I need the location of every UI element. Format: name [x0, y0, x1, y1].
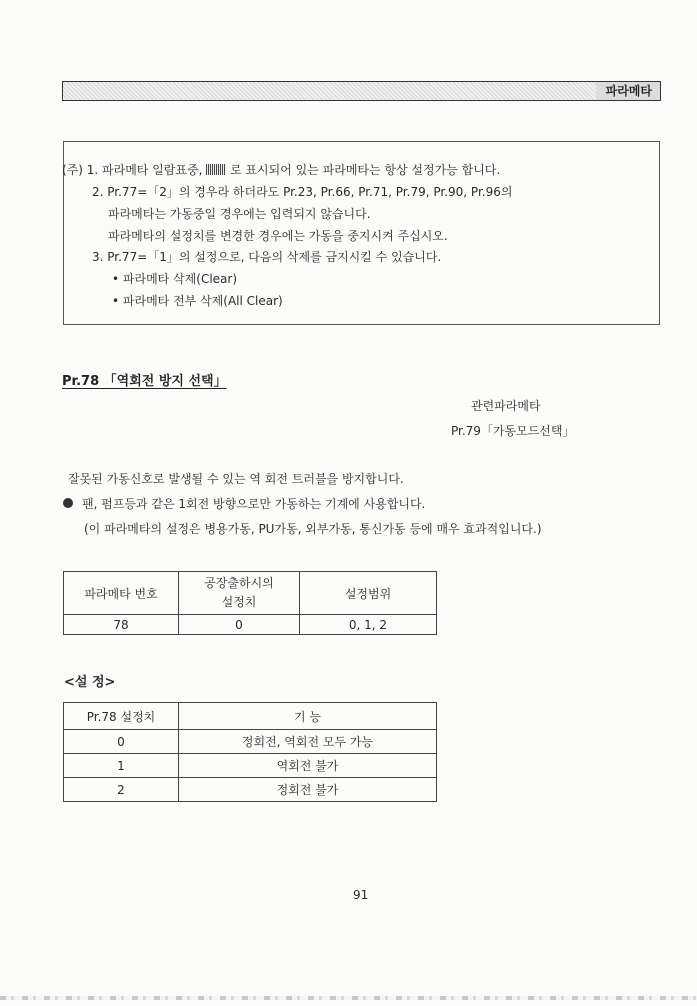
note-line-2: 2. Pr.77=「2」의 경우라 하더라도 Pr.23, Pr.66, Pr.71, Pr.79, Pr.90, Pr.96의	[92, 185, 513, 199]
table-row	[64, 778, 437, 802]
header-bar	[62, 81, 661, 101]
description-line-3: (이 파라메타의 설정은 병용가동, PU가동, 외부가동, 통신가동 등에 매우 효과적입니다.)	[84, 522, 542, 536]
header-label: 파라메타	[596, 82, 660, 100]
description-line-1: 잘못된 가동신호로 발생될 수 있는 역 회전 트러블을 방지합니다.	[68, 472, 404, 486]
settings-heading: <설 정>	[64, 675, 116, 690]
cell-setting-range: 0, 1, 2	[300, 615, 437, 635]
header-param-number: 파라메타 번호	[64, 572, 179, 615]
section-title: Pr.78 「역회전 방지 선택」	[62, 374, 227, 389]
settable-pattern-icon	[206, 164, 226, 175]
header-function: 기 능	[179, 703, 437, 730]
related-param-value: Pr.79「가동모드선택」	[451, 424, 575, 438]
cell-function: 정회전 불가	[179, 778, 437, 802]
note-line-1-start: (주) 1. 파라메타 일람표중,	[62, 163, 203, 177]
related-param-label: 관련파라메타	[471, 399, 541, 413]
table-row	[64, 754, 437, 778]
header-setting-range: 설정범위	[300, 572, 437, 615]
note-line-5: 3. Pr.77=「1」의 설정으로, 다음의 삭제를 금지시킬 수 있습니다.	[92, 250, 442, 264]
note-bullet-1: • 파라메타 삭제(Clear)	[112, 272, 238, 286]
header-factory-default-line-2: 설정치	[221, 595, 257, 609]
cell-setting-value: 0	[64, 730, 179, 754]
page-number: 91	[353, 888, 369, 902]
bullet-dot-icon	[63, 498, 73, 508]
table-row	[64, 730, 437, 754]
parameter-table-header-row	[64, 572, 437, 615]
settings-table	[63, 702, 437, 802]
cell-factory-default: 0	[179, 615, 300, 635]
note-line-1	[62, 161, 500, 178]
settings-table-header-row	[64, 703, 437, 730]
notes-box	[63, 141, 660, 325]
description-line-2: 팬, 펌프등과 같은 1회전 방향으로만 가동하는 기계에 사용합니다.	[82, 497, 426, 511]
cell-param-number: 78	[64, 615, 179, 635]
cell-setting-value: 2	[64, 778, 179, 802]
cell-function: 정회전, 역회전 모두 가능	[179, 730, 437, 754]
header-factory-default	[179, 572, 300, 615]
header-factory-default-line-1: 공장출하시의	[204, 576, 274, 590]
note-line-1-end: 로 표시되어 있는 파라메타는 항상 설정가능 합니다.	[230, 163, 501, 177]
header-setting-value: Pr.78 설정치	[64, 703, 179, 730]
cell-function: 역회전 불가	[179, 754, 437, 778]
cell-setting-value: 1	[64, 754, 179, 778]
note-line-3: 파라메타는 가동중일 경우에는 입력되지 않습니다.	[108, 207, 371, 221]
parameter-table	[63, 571, 437, 635]
note-line-4: 파라메타의 설정치를 변경한 경우에는 가동을 중지시켜 주십시오.	[108, 229, 448, 243]
scan-edge-artifact	[0, 996, 697, 1000]
note-bullet-2: • 파라메타 전부 삭제(All Clear)	[112, 294, 283, 308]
parameter-table-row	[64, 615, 437, 635]
